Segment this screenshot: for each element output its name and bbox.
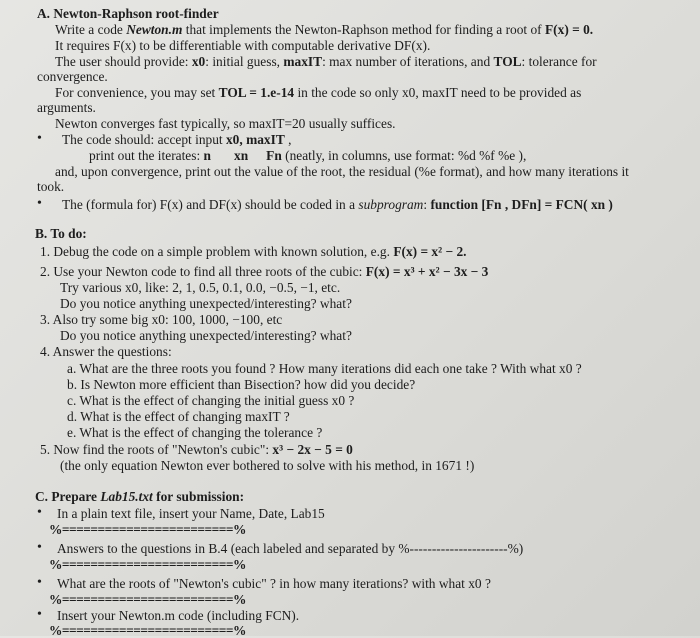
question-c: c. What is the effect of changing the initial guess x0 ? (67, 393, 355, 408)
question-a: a. What are the three roots you found ? How many iterations did each one take ? With what x0 ? (67, 361, 582, 376)
bullet-icon: • (37, 131, 42, 146)
task-5: 5. Now find the roots of "Newton's cubic": x³ − 2x − 5 = 0 (40, 442, 353, 457)
bullet-icon: • (37, 196, 42, 211)
bullet-icon: • (37, 575, 42, 590)
question-d: d. What is the effect of changing maxIT ? (67, 409, 290, 424)
section-c-title: C. Prepare Lab15.txt for submission: (35, 489, 245, 504)
section-a-line-3: The user should provide: x0: initial guess, maxIT: max number of iterations, and TOL: tolerance for (55, 54, 597, 69)
section-a-line-11: took. (37, 179, 65, 194)
submission-item-1: In a plain text file, insert your Name, Date, Lab15 (57, 506, 325, 521)
task-1: 1. Debug the code on a simple problem with known solution, e.g. F(x) = x² − 2. (40, 244, 467, 259)
section-a-line-12: The (formula for) F(x) and DF(x) should be coded in a subprogram: function [Fn , DFn] = FCN( xn ) (62, 197, 613, 212)
task-2: 2. Use your Newton code to find all three roots of the cubic: F(x) = x³ + x² − 3x − 3 (40, 264, 489, 279)
separator-line: %========================% (49, 522, 246, 537)
task-3: 3. Also try some big x0: 100, 1000, −100, etc (40, 312, 283, 327)
bullet-icon: • (37, 505, 42, 520)
separator-line: %========================% (49, 623, 246, 638)
section-a-line-10: and, upon convergence, print out the value of the root, the residual (%e format), and how many iterations it (55, 164, 629, 179)
section-a-line-4: convergence. (37, 69, 108, 84)
bullet-icon: • (37, 607, 42, 622)
submission-item-3: What are the roots of "Newton's cubic" ? in how many iterations? with what x0 ? (57, 576, 491, 591)
task-3-line-2: Do you notice anything unexpected/interesting? what? (60, 328, 352, 343)
separator-line: %========================% (49, 557, 246, 572)
task-2-line-3: Do you notice anything unexpected/interesting? what? (60, 296, 352, 311)
section-a-line-8: The code should: accept input x0, maxIT , (62, 132, 292, 147)
separator-line: %========================% (49, 592, 246, 607)
section-a-title: A. Newton-Raphson root-finder (37, 6, 219, 21)
section-a-line-1: Write a code Newton.m that implements the Newton-Raphson method for finding a root of F(x) = 0. (55, 22, 594, 37)
question-e: e. What is the effect of changing the tolerance ? (67, 425, 323, 440)
bullet-icon: • (37, 540, 42, 555)
task-5-line-2: (the only equation Newton ever bothered to solve with his method, in 1671 !) (60, 458, 475, 473)
section-a-line-5: For convenience, you may set TOL = 1.e-14 in the code so only x0, maxIT need to be provided as (55, 85, 582, 100)
task-2-line-2: Try various x0, like: 2, 1, 0.5, 0.1, 0.0, −0.5, −1, etc. (60, 280, 341, 295)
question-b: b. Is Newton more efficient than Bisection? how did you decide? (67, 377, 416, 392)
submission-item-2: Answers to the questions in B.4 (each labeled and separated by %----------------------%) (57, 541, 524, 556)
submission-item-4: Insert your Newton.m code (including FCN). (57, 608, 300, 623)
section-a-line-6: arguments. (37, 100, 96, 115)
section-a-line-7: Newton converges fast typically, so maxIT=20 usually suffices. (55, 116, 396, 131)
task-4: 4. Answer the questions: (40, 344, 172, 359)
section-a-line-2: It requires F(x) to be differentiable with computable derivative DF(x). (55, 38, 431, 53)
section-a-line-9: print out the iterates: n xn Fn (neatly, in columns, use format: %d %f %e ), (89, 148, 527, 163)
section-b-title: B. To do: (35, 226, 87, 241)
